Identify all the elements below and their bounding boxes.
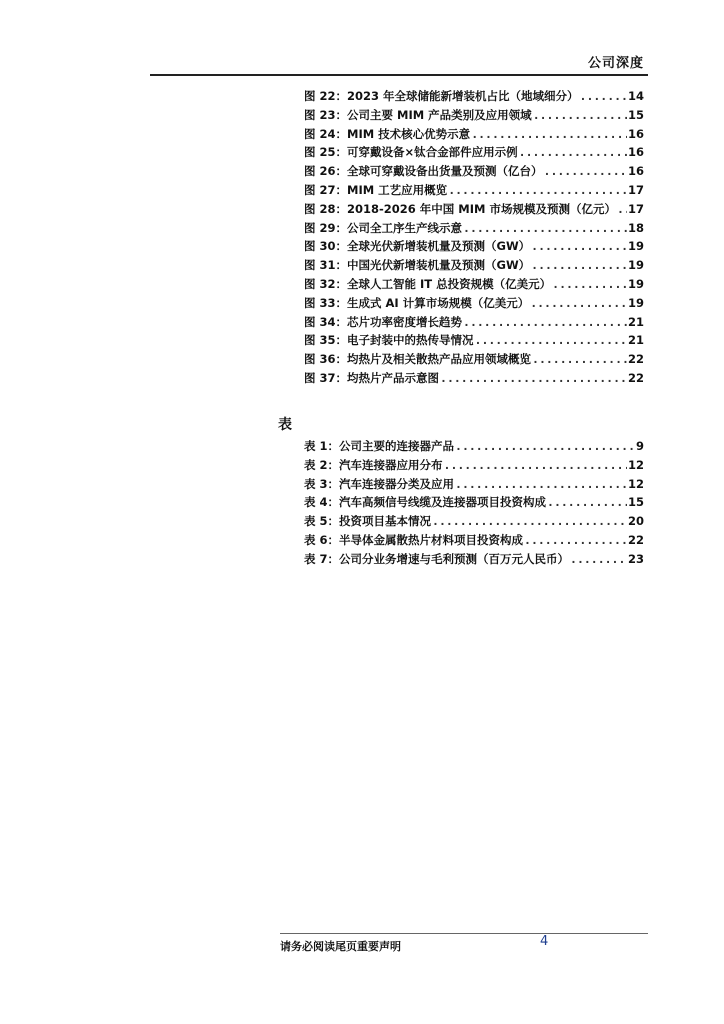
toc-entry[interactable]	[304, 257, 644, 276]
toc-entry[interactable]	[304, 370, 644, 389]
toc-entry[interactable]	[304, 182, 644, 201]
tables-section-heading: 表	[278, 417, 292, 433]
toc-entry[interactable]	[304, 332, 644, 351]
toc-entry-page: 15	[627, 495, 644, 510]
toc-entry-label: 表 2：汽车连接器应用分布	[304, 457, 443, 472]
toc-entry-label: 图 29：公司全工序生产线示意	[304, 220, 463, 235]
dot-leader	[455, 439, 635, 453]
dot-leader	[617, 202, 627, 216]
dot-leader	[444, 458, 627, 472]
toc-entry-page: 19	[627, 258, 644, 273]
toc-entry-label: 图 23：公司主要 MIM 产品类别及应用领域	[304, 107, 532, 122]
header-divider	[150, 74, 648, 76]
table-list	[304, 438, 644, 570]
dot-leader	[552, 277, 627, 291]
toc-entry-page: 9	[635, 439, 644, 453]
toc-entry-page: 22	[627, 370, 644, 385]
toc-entry-page: 12	[627, 476, 644, 491]
toc-entry-label: 表 3：汽车连接器分类及应用	[304, 476, 455, 491]
toc-entry[interactable]	[304, 476, 644, 495]
toc-entry[interactable]	[304, 144, 644, 163]
dot-leader	[432, 514, 627, 528]
toc-entry-label: 表 6：半导体金属散热片材料项目投资构成	[304, 532, 524, 547]
dot-leader	[440, 371, 627, 385]
toc-entry-page: 23	[627, 551, 644, 566]
toc-entry-label: 图 34：芯片功率密度增长趋势	[304, 314, 463, 329]
toc-entry-label: 图 33：生成式 AI 计算市场规模（亿美元）	[304, 295, 530, 310]
toc-entry[interactable]	[304, 513, 644, 532]
toc-entry[interactable]	[304, 126, 644, 145]
toc-entry[interactable]	[304, 201, 644, 220]
toc-entry[interactable]	[304, 532, 644, 551]
toc-entry[interactable]	[304, 238, 644, 257]
toc-entry-page: 17	[627, 182, 644, 197]
toc-entry-page: 19	[627, 276, 644, 291]
toc-entry-page: 20	[627, 514, 644, 529]
dot-leader	[471, 127, 627, 141]
toc-entry-page: 12	[627, 457, 644, 472]
dot-leader	[531, 239, 627, 253]
dot-leader	[530, 296, 627, 310]
toc-entry-page: 19	[627, 295, 644, 310]
toc-entry-page: 16	[627, 126, 644, 141]
toc-entry-page: 22	[627, 352, 644, 367]
toc-entry-page: 22	[627, 532, 644, 547]
disclaimer-note: 请务必阅读尾页重要声明	[280, 940, 401, 953]
dot-leader	[519, 145, 627, 159]
footer-divider	[280, 933, 648, 934]
toc-entry[interactable]	[304, 351, 644, 370]
toc-entry-label: 图 32：全球人工智能 IT 总投资规模（亿美元）	[304, 276, 552, 291]
dot-leader	[532, 352, 627, 366]
toc-entry-page: 21	[627, 314, 644, 329]
toc-entry-page: 19	[627, 239, 644, 254]
toc-entry-label: 表 1：公司主要的连接器产品	[304, 439, 455, 453]
toc-entry[interactable]	[304, 438, 644, 457]
report-type-label: 公司深度	[587, 56, 644, 71]
dot-leader	[463, 315, 627, 329]
toc-entry[interactable]	[304, 220, 644, 239]
toc-entry-label: 图 22：2023 年全球储能新增装机占比（地域细分）	[304, 89, 579, 103]
toc-entry-page: 17	[627, 201, 644, 216]
toc-entry[interactable]	[304, 314, 644, 333]
toc-entry-label: 图 28：2018-2026 年中国 MIM 市场规模及预测（亿元）	[304, 201, 616, 216]
dot-leader	[475, 333, 627, 347]
page-number: 4	[540, 934, 549, 949]
toc-entry[interactable]	[304, 457, 644, 476]
toc-entry-label: 表 7：公司分业务增速与毛利预测（百万元人民币）	[304, 551, 570, 566]
toc-entry-label: 图 37：均热片产品示意图	[304, 370, 440, 385]
dot-leader	[448, 183, 627, 197]
toc-entry-page: 21	[627, 333, 644, 348]
dot-leader	[531, 258, 627, 272]
toc-entry[interactable]	[304, 88, 644, 107]
dot-leader	[455, 477, 627, 491]
toc-entry-label: 表 5：投资项目基本情况	[304, 514, 432, 529]
toc-entry-label: 图 26：全球可穿戴设备出货量及预测（亿台）	[304, 164, 543, 179]
dot-leader	[544, 164, 627, 178]
dot-leader	[547, 495, 627, 509]
toc-entry[interactable]	[304, 163, 644, 182]
toc-entry-label: 图 25：可穿戴设备×钛合金部件应用示例	[304, 145, 518, 160]
toc-entry[interactable]	[304, 107, 644, 126]
toc-entry-page: 18	[627, 220, 644, 235]
figure-list	[304, 88, 644, 389]
toc-entry[interactable]	[304, 276, 644, 295]
toc-entry-label: 表 4：汽车高频信号线缆及连接器项目投资构成	[304, 495, 547, 510]
toc-entry-page: 15	[627, 107, 644, 122]
dot-leader	[580, 89, 627, 103]
dot-leader	[463, 221, 627, 235]
toc-entry-label: 图 35：电子封装中的热传导情况	[304, 333, 474, 348]
toc-entry-label: 图 36：均热片及相关散热产品应用领域概览	[304, 352, 532, 367]
toc-entry-label: 图 31：中国光伏新增装机量及预测（GW）	[304, 258, 531, 273]
dot-leader	[533, 108, 627, 122]
toc-entry[interactable]	[304, 551, 644, 570]
toc-entry-label: 图 24：MIM 技术核心优势示意	[304, 126, 471, 141]
toc-entry-label: 图 30：全球光伏新增装机量及预测（GW）	[304, 239, 531, 254]
toc-entry-label: 图 27：MIM 工艺应用概览	[304, 182, 448, 197]
toc-entry-page: 14	[627, 89, 644, 103]
dot-leader	[570, 552, 627, 566]
toc-entry-page: 16	[627, 164, 644, 179]
toc-entry[interactable]	[304, 295, 644, 314]
dot-leader	[524, 533, 627, 547]
toc-entry-page: 16	[627, 145, 644, 160]
toc-entry[interactable]	[304, 494, 644, 513]
